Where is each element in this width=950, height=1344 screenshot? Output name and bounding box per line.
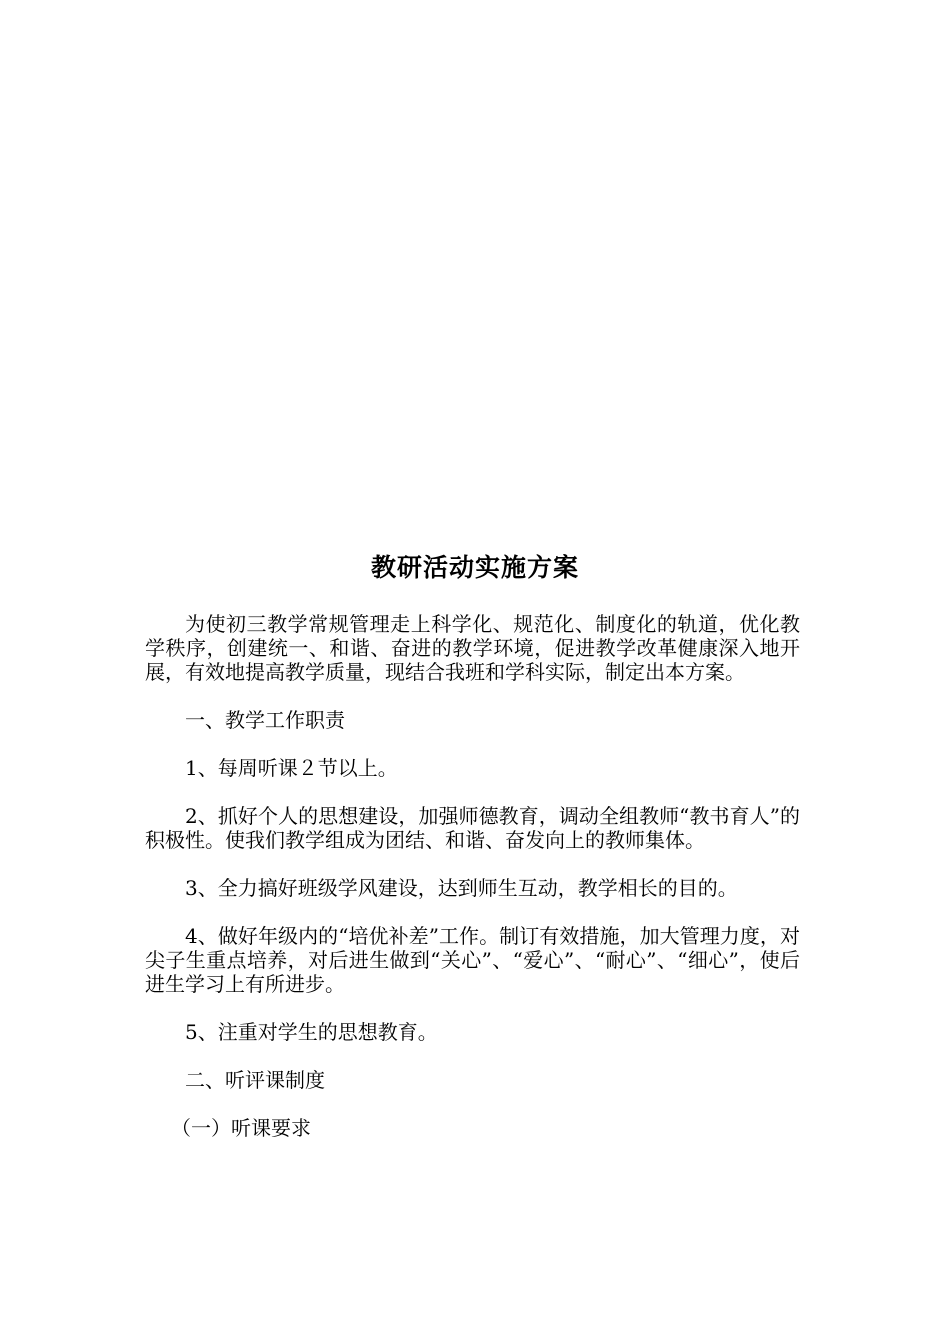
duty-item-3: 3、全力搞好班级学风建设，达到师生互动，教学相长的目的。 [185, 876, 738, 900]
document-body [145, 612, 800, 1164]
duty-item-4: 4、做好年级内的“培优补差”工作。制订有效措施，加大管理力度，对尖子生重点培养，对后进生做到“关心”、“爱心”、“耐心”、“细心”，使后进生学习上有所进步。 [145, 924, 800, 996]
duty-item-2: 2、抓好个人的思想建设，加强师德教育，调动全组教师“教书育人”的积极性。使我们教学组成为团结、和谐、奋发向上的教师集体。 [145, 804, 800, 852]
section-heading-teaching-duties: 一、教学工作职责 [185, 708, 345, 732]
subsection-heading-observation-requirements: （一）听课要求 [171, 1116, 311, 1140]
duty-item-1: 1、每周听课２节以上。 [185, 756, 398, 780]
duty-item-5: 5、注重对学生的思想教育。 [185, 1020, 438, 1044]
document-title: 教研活动实施方案 [370, 553, 579, 582]
intro-paragraph: 为使初三教学常规管理走上科学化、规范化、制度化的轨道，优化教学秩序，创建统一、和谐、奋进的教学环境，促进教学改革健康深入地开展，有效地提高教学质量，现结合我班和学科实际，制定出本方案。 [145, 612, 800, 684]
section-heading-lesson-observation: 二、听评课制度 [185, 1068, 325, 1092]
